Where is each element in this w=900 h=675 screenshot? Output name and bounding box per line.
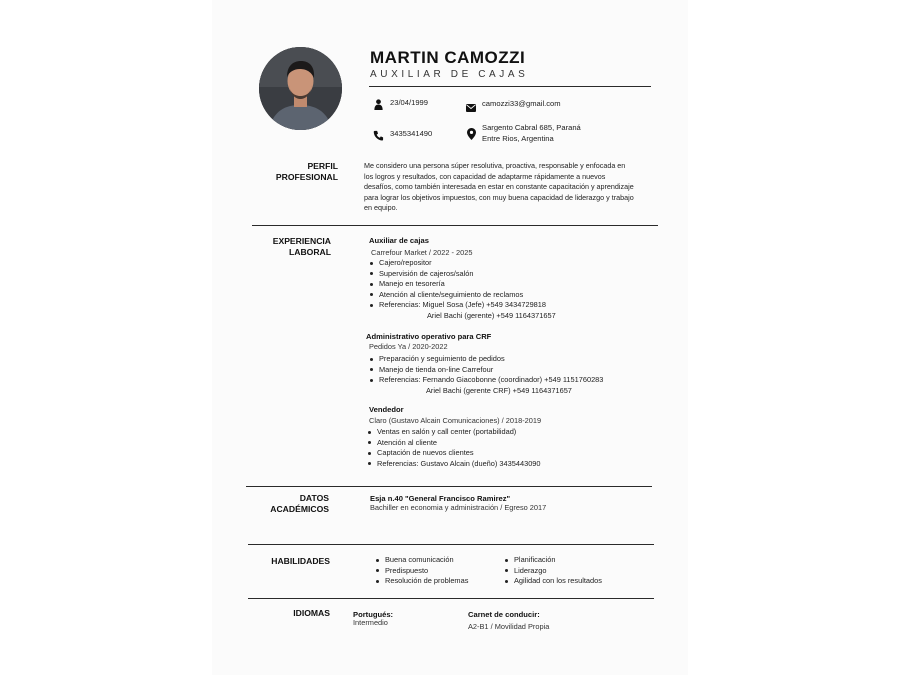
experience-divider [246,486,652,487]
profile-title-line-2: PROFESIONAL [275,172,338,182]
person-name: MARTIN CAMOZZI [370,48,526,67]
email-address[interactable]: camozzi33@gmail.com [482,99,561,108]
academic-section-title [240,493,329,515]
job-1-ref-extra: Ariel Bachi (gerente) +549 1164371657 [427,311,556,320]
license-title: Carnet de conducir: [468,610,540,619]
list-item: Liderazgo [505,566,602,577]
profile-divider [252,225,658,226]
job-2-list [370,354,603,386]
academic-title-line-1: DATOS [299,493,329,503]
skills-column-1 [376,555,468,587]
list-item: Planificación [505,555,602,566]
profile-section-title [250,161,338,183]
header-divider [369,86,651,87]
job-3-company: Claro (Gustavo Alcain Comunicaciones) / 2018-2019 [369,416,542,425]
job-role: AUXILIAR DE CAJAS [370,69,529,80]
skills-divider [248,598,654,599]
list-item: Atención al cliente/seguimiento de reclamos [370,290,546,301]
email-icon [466,99,476,117]
list-item: Predispuesto [376,566,468,577]
skills-column-2 [505,555,602,587]
list-item: Resolución de problemas [376,576,468,587]
job-2-ref-extra: Ariel Bachi (gerente CRF) +549 1164371657 [426,386,572,395]
languages-section-title: IDIOMAS [293,608,330,618]
birthdate: 23/04/1999 [390,98,429,107]
job-1-list [370,258,546,311]
list-item: Referencias: Fernando Giacobonne (coordinador) +549 1151760283 [370,375,603,386]
calendar-person-icon [373,97,384,115]
job-3-list [368,427,541,469]
person-photo-icon [259,47,342,130]
job-2-title: Administrativo operativo para CRF [366,332,492,341]
job-2-company: Pedidos Ya / 2020-2022 [369,342,448,351]
license-value: A2-B1 / Movilidad Propia [468,622,550,631]
profile-title-line-1: PERFIL [307,161,338,171]
skills-section-title: HABILIDADES [271,556,330,566]
list-item: Cajero/repositor [370,258,546,269]
profile-text: Me considero una persona súper resolutiva, proactiva, responsable y enfocada en los logros y resultados, con capacidad de adaptarme rápidamente a nuevos desafíos, como también interesada en estar en constante capacitación y aprendizaje para lograr los objetivos impuestos, con muy buena capacidad de liderazgo y trabajo en equipo. [364,161,634,213]
list-item: Captación de nuevos clientes [368,448,541,459]
language-level: Intermedio [353,618,388,627]
address-line-1: Sargento Cabral 685, Paraná [482,123,581,132]
list-item: Manejo de tienda on-line Carrefour [370,365,603,376]
degree: Bachiller en economia y administración / Egreso 2017 [370,503,547,512]
list-item: Buena comunicación [376,555,468,566]
job-3-title: Vendedor [369,405,404,414]
job-1-company: Carrefour Market / 2022 - 2025 [371,248,473,257]
phone-number: 3435341490 [390,129,433,138]
list-item: Supervisión de cajeros/salón [370,269,546,280]
list-item: Preparación y seguimiento de pedidos [370,354,603,365]
experience-title-line-1: EXPERIENCIA [272,236,331,246]
academic-title-line-2: ACADÉMICOS [270,504,329,514]
list-item: Ventas en salón y call center (portabilidad) [368,427,541,438]
list-item: Agilidad con los resultados [505,576,602,587]
job-1-title: Auxiliar de cajas [369,236,429,245]
list-item: Atención al cliente [368,438,541,449]
list-item: Manejo en tesorería [370,279,546,290]
list-item: Referencias: Miguel Sosa (Jefe) +549 3434729818 [370,300,546,311]
address-line-2: Entre Rios, Argentina [482,134,554,143]
experience-title-line-2: LABORAL [288,247,331,257]
experience-section-title [240,236,331,258]
language-name: Portugués: [353,610,394,619]
profile-photo [259,47,342,130]
school-name: Esja n.40 "General Francisco Ramirez" [370,494,511,503]
location-pin-icon [467,127,476,145]
academic-divider [248,544,654,545]
list-item: Referencias: Gustavo Alcain (dueño) 3435443090 [368,459,541,470]
phone-icon [373,128,384,146]
